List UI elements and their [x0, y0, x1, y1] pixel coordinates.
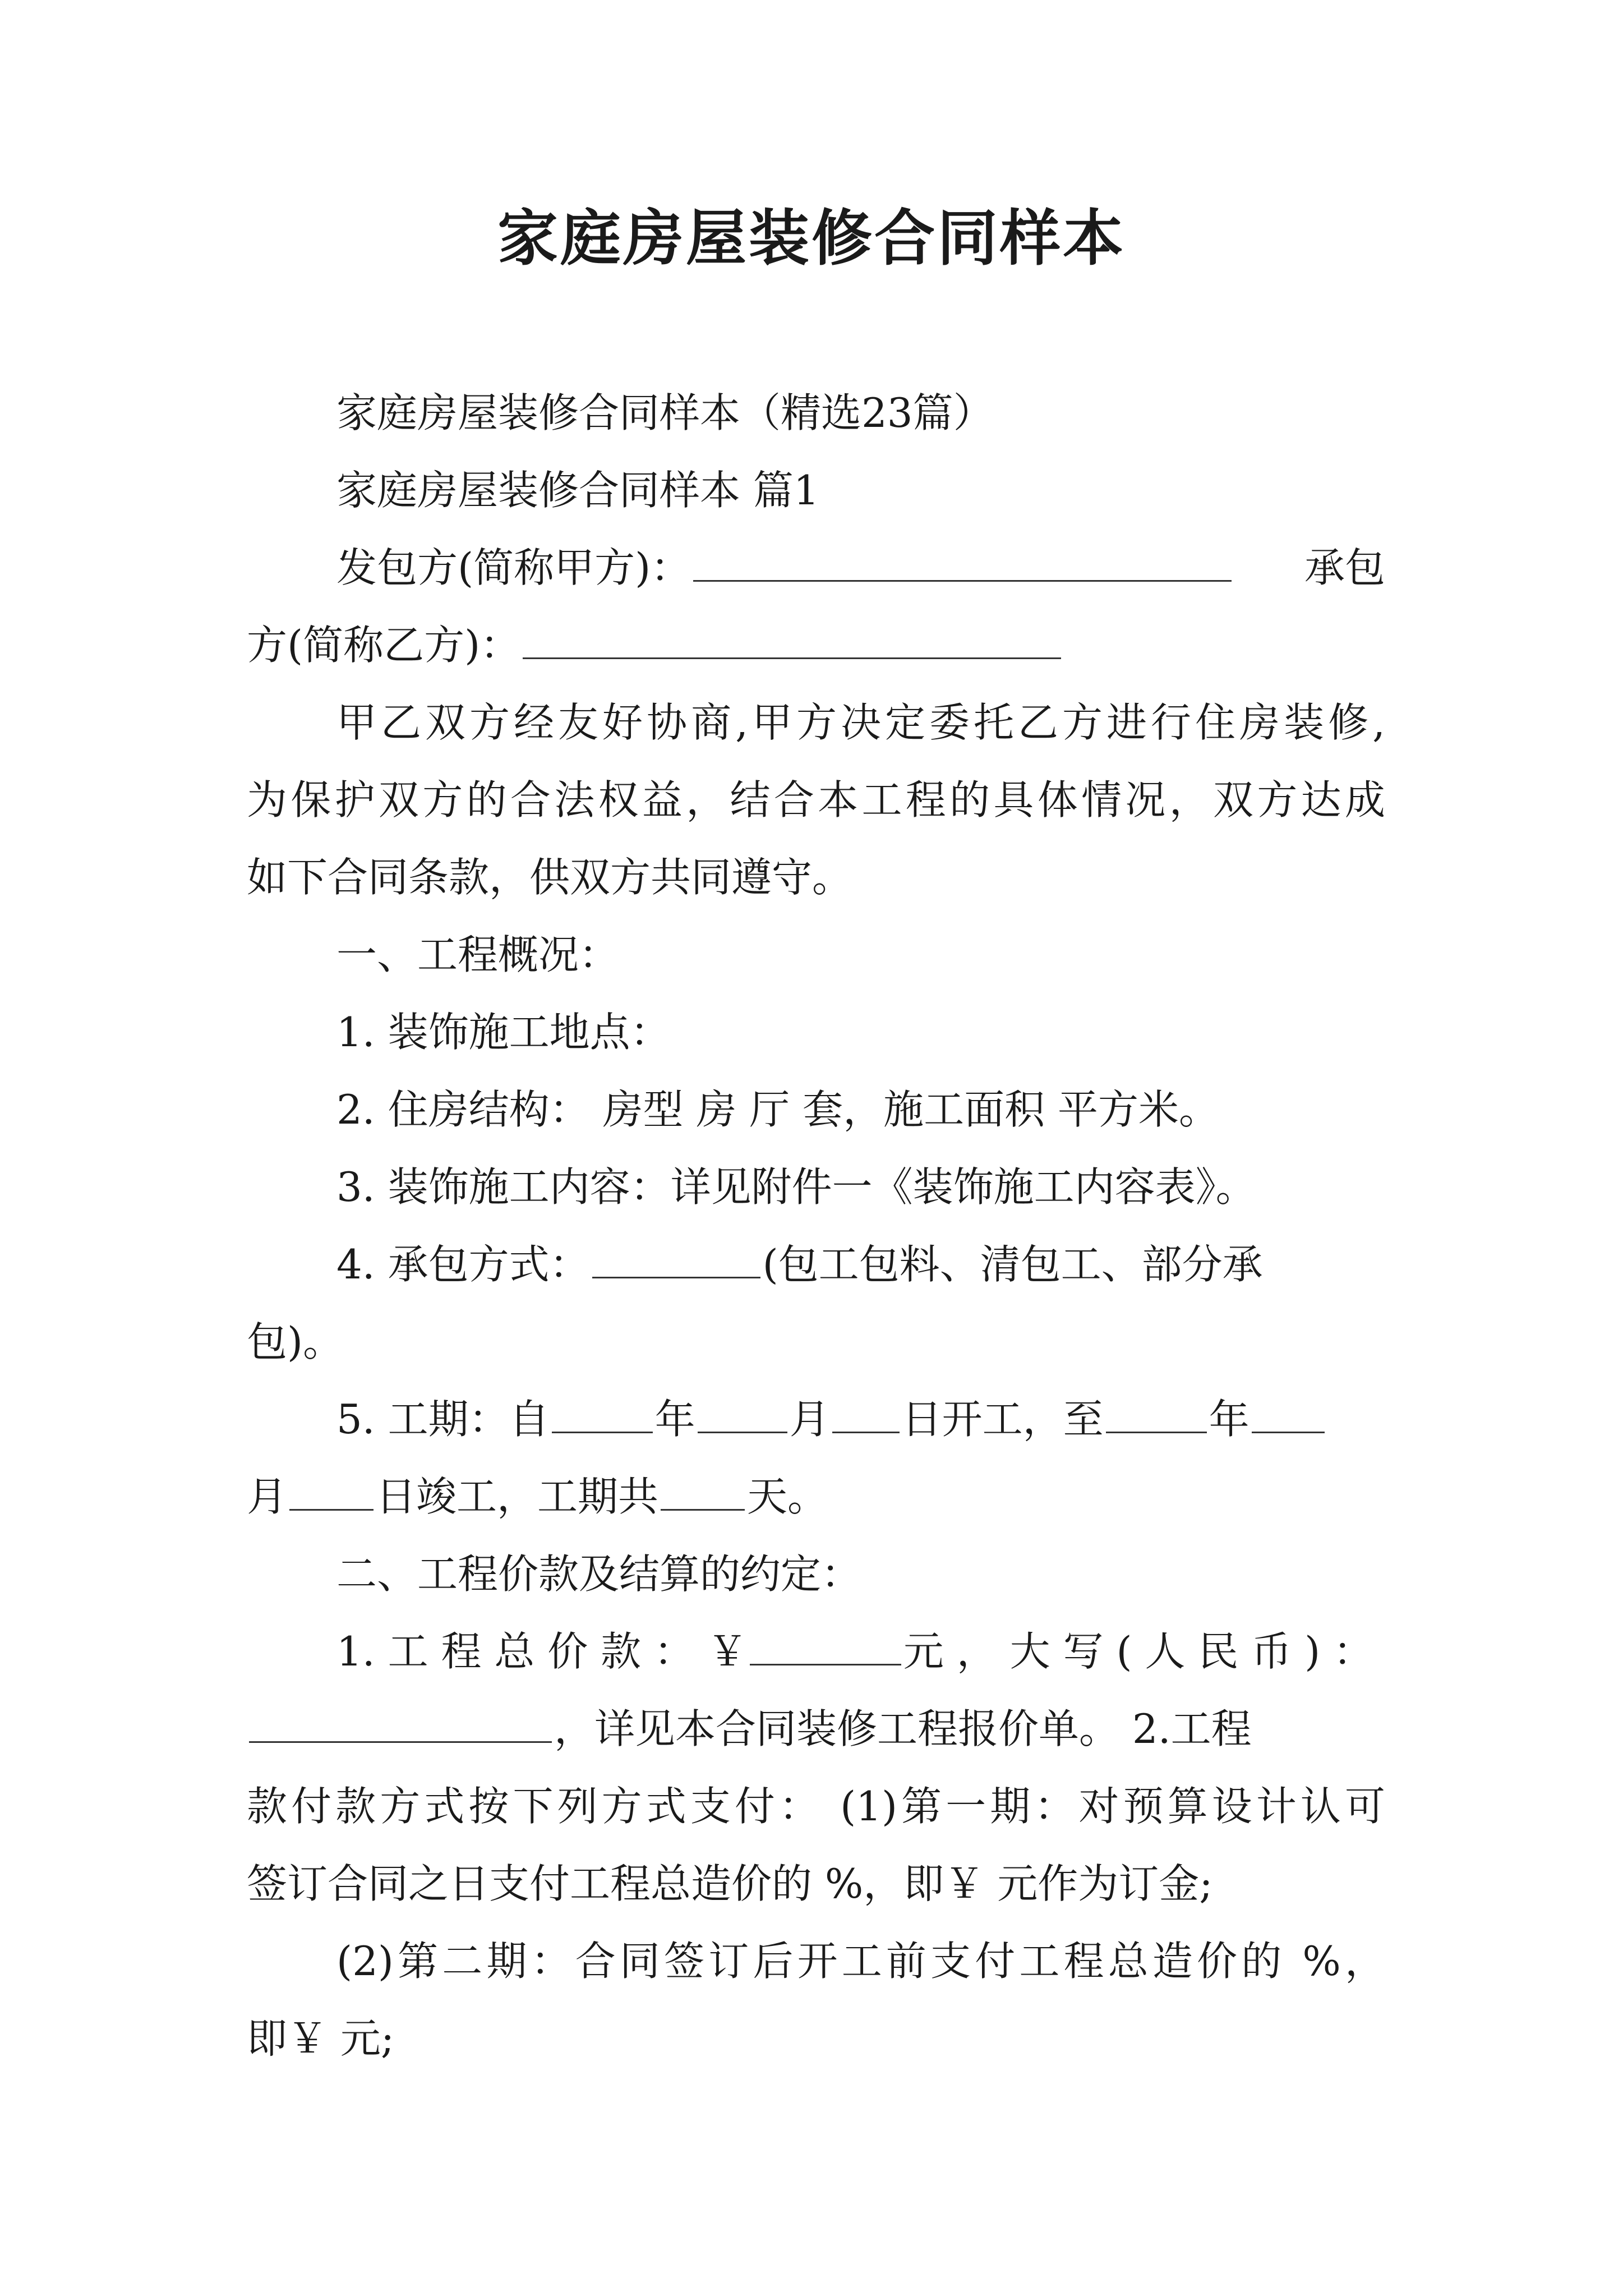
clause-text: ，详见本合同装修工程报价单。 2.工程 [554, 1705, 1252, 1752]
section-heading-line: 一、工程概况： [336, 931, 620, 978]
clause-text: 年 [1209, 1396, 1249, 1443]
clause-text: 年 [654, 1396, 695, 1443]
party-a-label: 发包方(简称甲方)： [336, 544, 691, 591]
document-title: 家庭房屋装修合同样本 [497, 203, 1126, 274]
clause-line [336, 1237, 1385, 1291]
contract-mode-blank [592, 1240, 760, 1278]
clause-line: (2)第二期：合同签订后开工前支付工程总造价的 %， [336, 1938, 1385, 1985]
clause-text: 月 [247, 1473, 288, 1520]
clause-text: 5. 工期：自 [336, 1396, 550, 1443]
clause-text: 日竣工，工期共 [376, 1473, 659, 1520]
clause-line: 2. 住房结构： 房型 房 厅 套，施工面积 平方米。 [336, 1086, 1220, 1133]
contract-mode-options: (包工包料、清包工、部分承 [762, 1241, 1263, 1288]
paragraph-line: 甲乙双方经友好协商,甲方决定委托乙方进行住房装修, [336, 699, 1385, 746]
paragraph-line: 如下合同条款，供双方共同遵守。 [247, 854, 853, 901]
party-b-blank [523, 620, 1061, 659]
contract-mode-label: 4. 承包方式： [336, 1241, 590, 1288]
clause-line: 即￥ 元; [247, 2015, 395, 2062]
start-year-blank [552, 1395, 653, 1433]
start-day-blank [832, 1395, 900, 1433]
total-price-blank [750, 1627, 901, 1665]
party-b-line [247, 618, 1385, 672]
clause-line: 3. 装饰施工内容：详见附件一《装饰施工内容表》。 [336, 1163, 1256, 1211]
clause-line: 包)。 [247, 1318, 344, 1365]
duration-blank [661, 1472, 745, 1511]
total-price-label: 1. 工 程 总 价 款 ： ￥ [336, 1628, 748, 1675]
clause-text: 日开工，至 [901, 1396, 1104, 1443]
section-heading-line: 二、工程价款及结算的约定： [336, 1550, 862, 1598]
section-heading-line: 家庭房屋装修合同样本 篇1 [336, 467, 819, 514]
subtitle-line: 家庭房屋装修合同样本（精选23篇） [336, 389, 994, 436]
clause-text: 天。 [747, 1473, 828, 1520]
clause-line: 1. 装饰施工地点： [336, 1009, 671, 1056]
party-a-blank [693, 543, 1232, 582]
clause-line [336, 1392, 1385, 1446]
end-year-blank [1106, 1395, 1207, 1433]
price-words-blank [249, 1704, 552, 1743]
clause-line [247, 1702, 1385, 1756]
paragraph-line: 为保护双方的合法权益，结合本工程的具体情况，双方达成 [247, 776, 1385, 823]
party-b-label: 方(简称乙方)： [247, 622, 521, 669]
clause-text: 月 [789, 1396, 830, 1443]
clause-line: 签订合同之日支付工程总造价的 %，即￥ 元作为订金; [247, 1860, 1213, 1907]
clause-line [247, 1470, 1385, 1524]
clause-line [336, 1625, 1385, 1678]
clause-line: 款付款方式按下列方式支付： (1)第一期：对预算设计认可 [247, 1783, 1385, 1830]
end-day-blank [289, 1472, 374, 1511]
start-month-blank [698, 1395, 787, 1433]
party-a-line [336, 541, 1385, 595]
end-month-blank [1252, 1395, 1325, 1433]
total-price-words-label: 元 ， 大 写 ( 人 民 币 ) ： [903, 1628, 1374, 1675]
party-b-label-start: 承包 [1304, 544, 1385, 591]
